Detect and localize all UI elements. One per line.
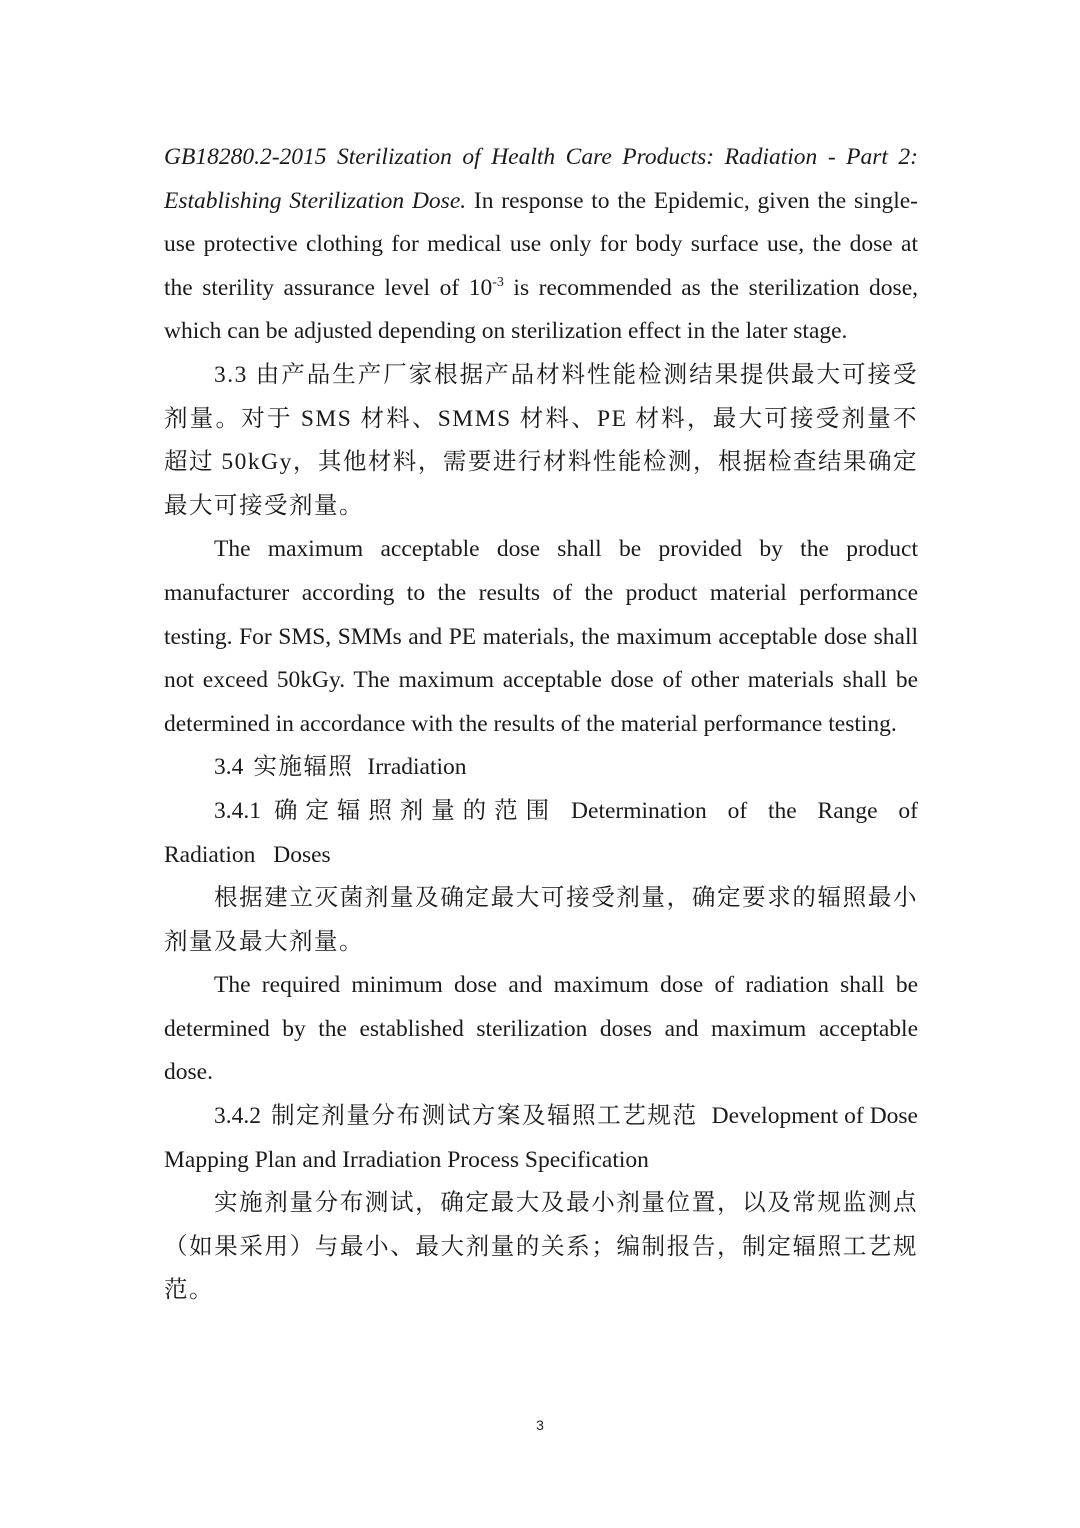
section-number: 3.4.1 <box>214 797 261 824</box>
section-title-en: Development of Dose Mapping Plan and Irradiation Process Specification <box>164 1103 918 1173</box>
paragraph-text: In response to the Epidemic, given the single-use protective clothing for medical use only for body surface use, the dose at the sterility assurance level of 10 <box>164 187 918 301</box>
paragraph-3-4-1-cn: 根据建立灭菌剂量及确定最大可接受剂量，确定要求的辐照最小剂量及最大剂量。 <box>164 885 918 955</box>
section-title-en: Irradiation <box>367 754 467 781</box>
section-number: 3.4.2 <box>214 1103 261 1130</box>
section-title-cn: 实施辐照 <box>253 754 354 781</box>
paragraph-text: is recommended as the sterilization dose, which can be adjusted depending on sterilization effect in the later stage. <box>164 274 918 345</box>
paragraph-3-3-en: The maximum acceptable dose shall be provided by the product manufacturer according to the results of the product material performance testing. For SMS, SMMs and PE materials, the maximum acceptable dose shall not exceed 50kGy. The maximum acceptable dose of other materials shall be determined in accordance with the results of the material performance testing. <box>164 536 918 737</box>
section-title-cn: 确定辐照剂量的范围 <box>271 797 558 824</box>
heading-3-4 <box>164 746 918 790</box>
heading-3-4-2 <box>164 1095 918 1182</box>
standard-reference: GB18280.2-2015 Sterilization of Health Care Products: Radiation - Part 2: Establishing Sterilization Dose. <box>164 144 918 214</box>
document-page <box>164 136 918 1313</box>
exponent: -3 <box>492 274 504 290</box>
page-number: 3 <box>536 1417 544 1433</box>
paragraph-3-4-2-cn: 实施剂量分布测试，确定最大及最小剂量位置，以及常规监测点（如果采用）与最小、最大剂量的关系；编制报告，制定辐照工艺规范。 <box>164 1190 918 1304</box>
section-number: 3.4 <box>214 754 244 781</box>
section-title-cn: 制定剂量分布测试方案及辐照工艺规范 <box>271 1103 698 1130</box>
paragraph-gb-standard-en <box>164 136 918 354</box>
paragraph-3-4-1-en: The required minimum dose and maximum dose of radiation shall be determined by the established sterilization doses and maximum acceptable dose. <box>164 972 918 1086</box>
heading-3-4-1 <box>164 790 918 877</box>
section-title-en: Determination of the Range of Radiation Doses <box>164 797 918 868</box>
paragraph-3-3-cn: 3.3 由产品生产厂家根据产品材料性能检测结果提供最大可接受剂量。对于 SMS 材料、SMMS 材料、PE 材料，最大可接受剂量不超过 50kGy，其他材料，需要进行材料性能检测，根据检查结果确定最大可接受剂量。 <box>164 361 918 519</box>
